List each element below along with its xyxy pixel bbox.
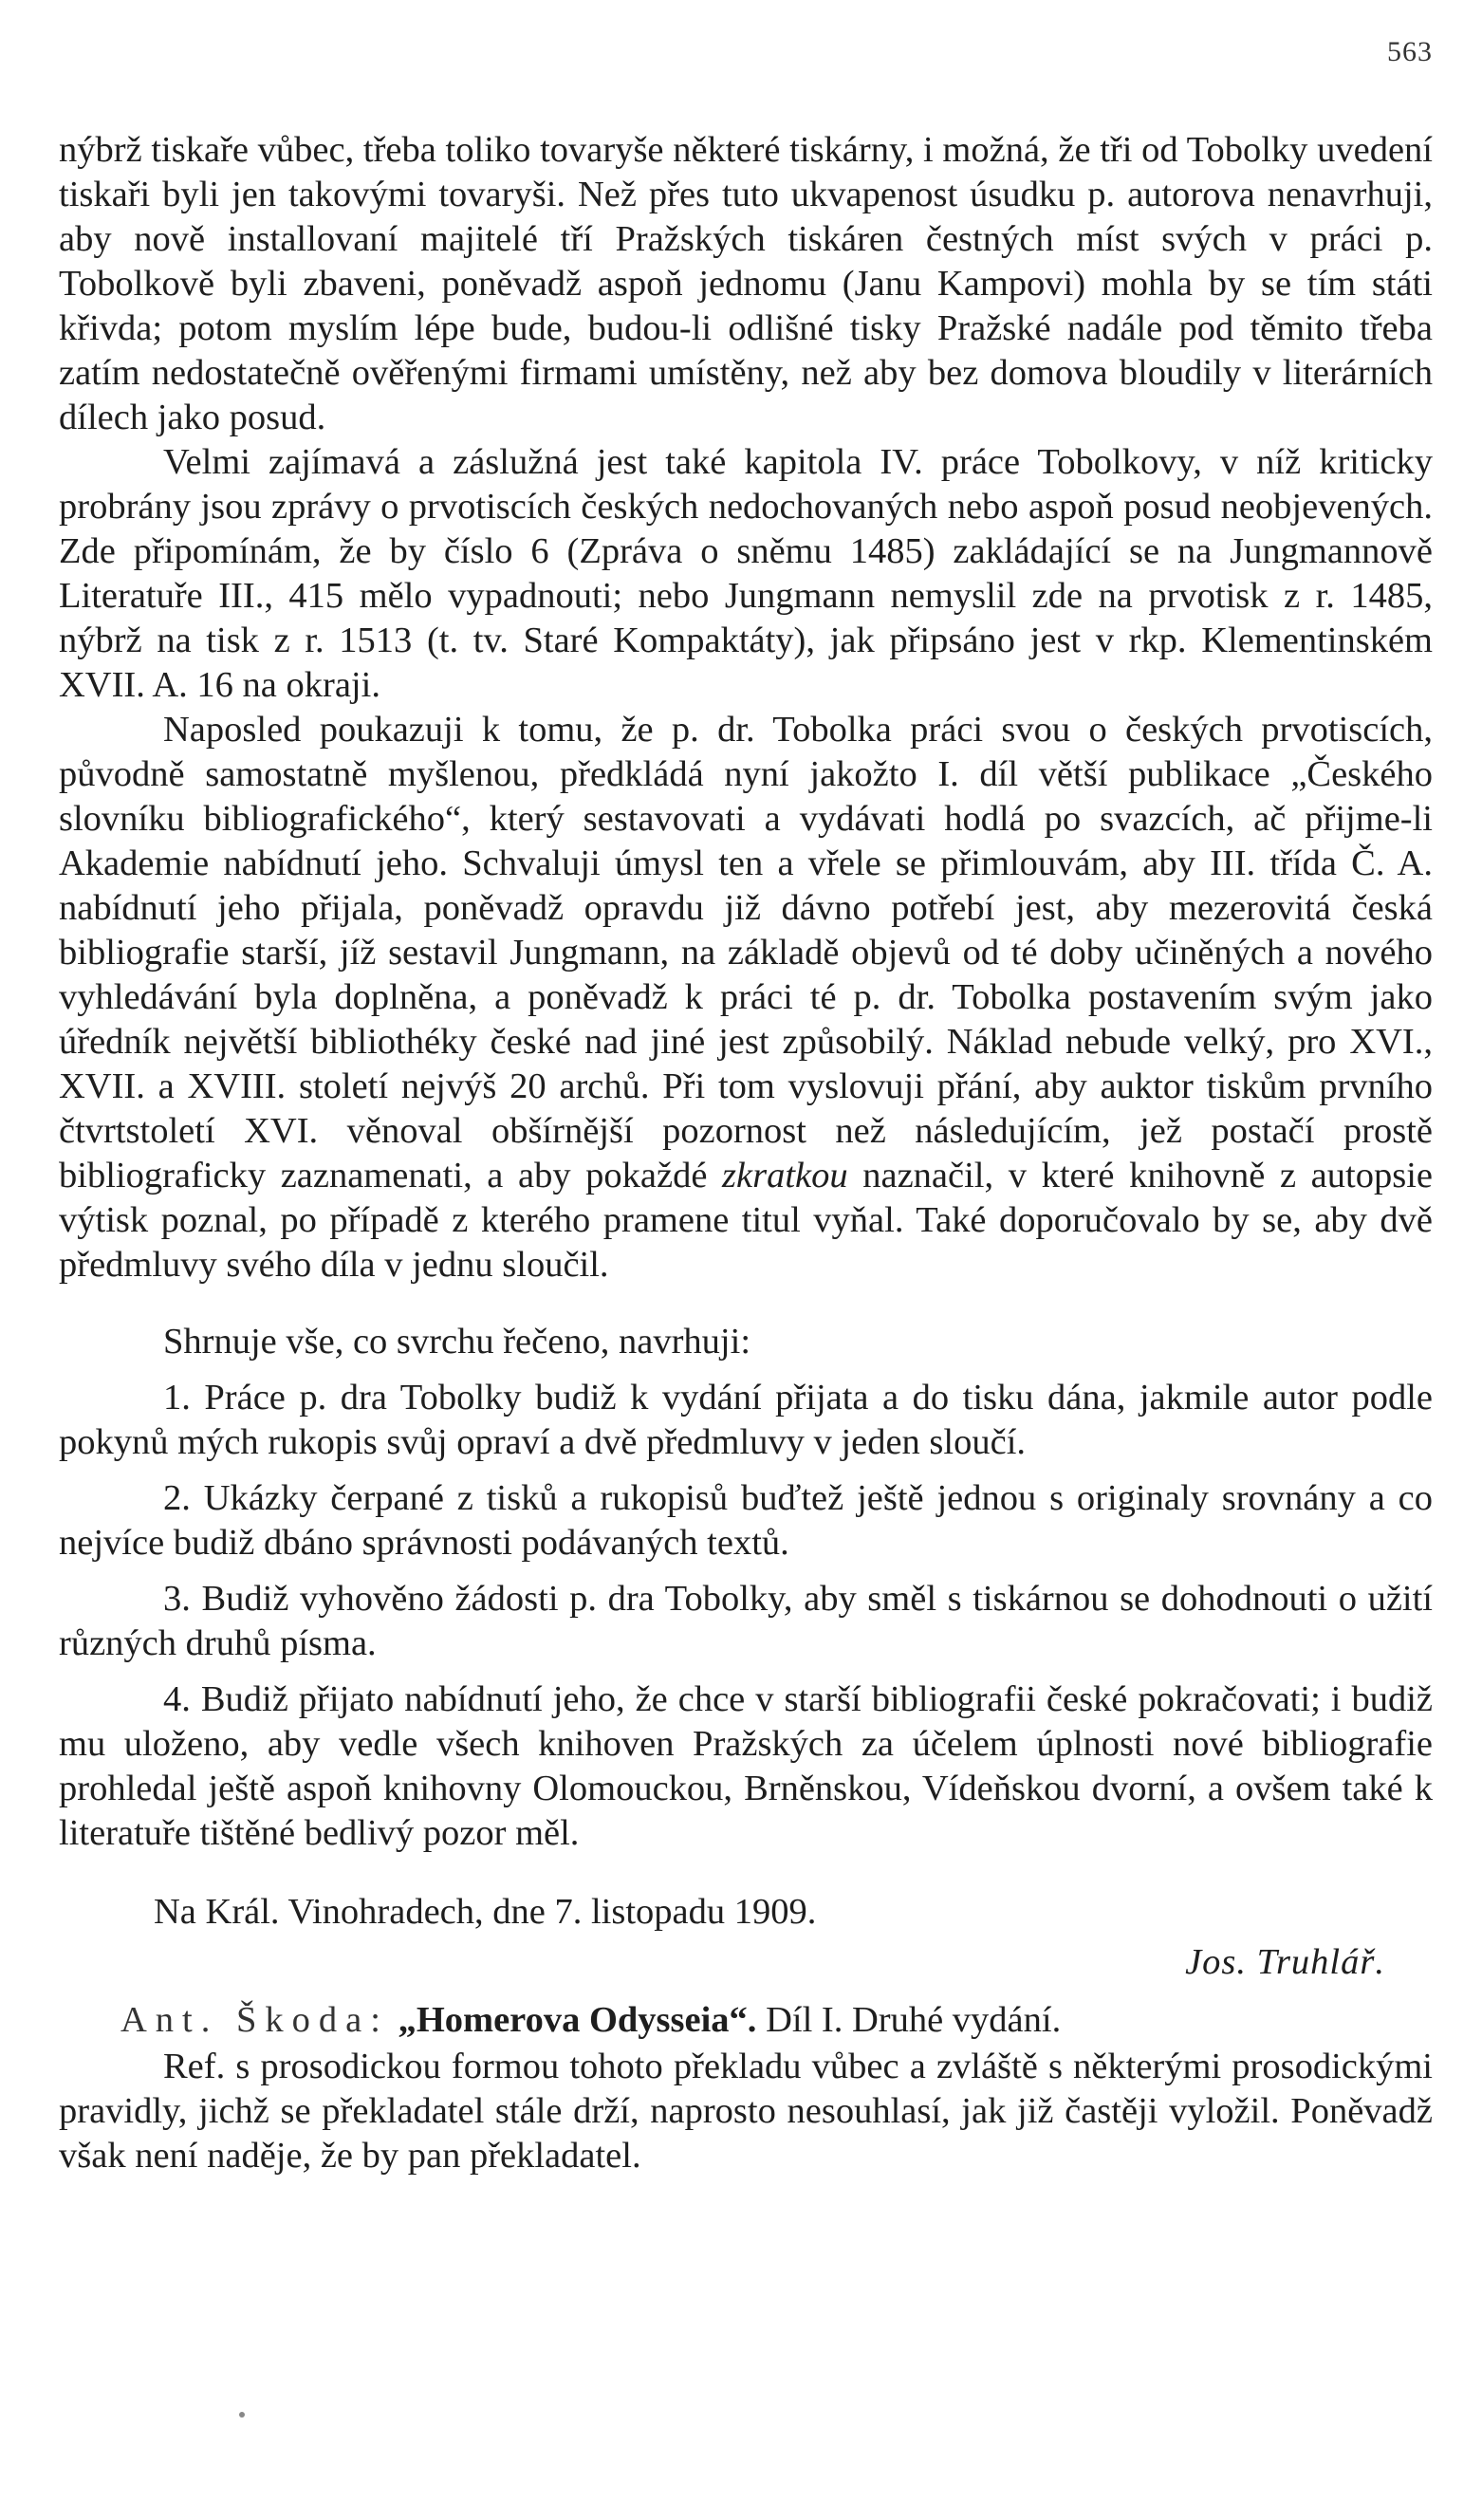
summary-intro: Shrnuje vše, co svrchu řečeno, navrhuji: <box>163 1322 751 1362</box>
review-author: Ant. Škoda: <box>120 2000 389 2040</box>
paragraph-bibliography-proposal <box>59 708 1433 1288</box>
print-speck <box>239 2412 245 2418</box>
proposal-item-3: 3. Budiž vyhověno žádosti p. dra Tobolky, aby směl s tiskárnou se dohodnouti o užití různých druhů písma. <box>59 1579 1433 1663</box>
place-and-date: Na Král. Vinohradech, dne 7. listopadu 1909. <box>154 1892 817 1932</box>
review-edition: Díl I. Druhé vydání. <box>766 2000 1062 2040</box>
paragraph-printers: nýbrž tiskaře vůbec, třeba toliko tovaryše některé tiskárny, i možná, že tři od Tobolky uvedení tiskaři byli jen takovými tovaryši. Než přes tuto ukvapenost úsudku p. autorova nenavrhuji, aby nově installovaní majitelé tří Pražských tiskáren čestných míst svých v práci p. Tobolkově byli zbaveni, poněvadž aspoň jednomu (Janu Kampovi) mohla by se tím státi křivda; potom myslím lépe bude, budou-li odlišné tisky Pražské nadále pod těmito třeba zatím nedostatečně ověřenými firmami umístěny, než aby bez domova bloudily v literárních dílech jako posud. <box>59 130 1433 437</box>
signature: Jos. Truhlář. <box>1185 1942 1385 1982</box>
paragraph-text-start: Naposled poukazuji k tomu, že p. dr. Tobolka práci svou o českých prvotiscích, původně samostatně myšlenou, předkládá nyní jakožto I. díl větší publikace „Českého slovníku bibliografického“, který sestavovati a vydávati hodlá po svazcích, ač přijme-li Akademie nabídnutí jeho. Schvaluji úmysl ten a vřele se přimlouvám, aby III. třída Č. A. nabídnutí jeho přijala, poněvadž opravdu již dávno potřebí jest, aby mezerovitá česká bibliografie starší, jíž sestavil Jungmann, na základě objevů od té doby učiněných a nového vyhledávání byla doplněna, a poněvadž k práci té p. dr. Tobolka postavením svým jako úředník největší bibliothéky české nad jiné jest způsobilý. Náklad nebude velký, pro XVI., XVII. a XVIII. století nejvýš 20 archů. Při tom vyslovuji přání, aby auktor tiskům prvního čtvrtstoletí XVI. věnoval obšírnější pozornost než následujícím, jež postačí prostě bibliograficky zaznamenati, a aby pokaždé <box>59 710 1433 1195</box>
review-heading <box>59 1998 1433 2043</box>
paragraph-chapter-four: Velmi zajímavá a záslužná jest také kapitola IV. práce Tobolkovy, v níž kriticky probrány jsou zprávy o prvotiscích českých nedochovaných nebo aspoň posud neobjevených. Zde připomínám, že by číslo 6 (Zpráva o sněmu 1485) zakládající se na Jungmannově Literatuře III., 415 mělo vypadnouti; nebo Jungmann nemyslil zde na prvotisk z r. 1485, nýbrž na tisk z r. 1513 (t. tv. Staré Kompaktáty), jak připsáno jest v rkp. Klementinském XVII. A. 16 na okraji. <box>59 442 1433 705</box>
text-column <box>59 128 1433 2178</box>
review-book-title: „Homerova Odysseia“. <box>398 2000 757 2040</box>
proposal-item-1: 1. Práce p. dra Tobolky budiž k vydání přijata a do tisku dána, jakmile autor podle pokynů mých rukopis svůj opraví a dvě předmluvy v jeden sloučí. <box>59 1378 1433 1462</box>
proposal-item-4: 4. Budiž přijato nabídnutí jeho, že chce v starší bibliografii české pokračovati; i budiž mu uloženo, aby vedle všech knihoven Pražských za účelem úplnosti nové bibliografie prohledal ještě aspoň knihovny Olomouckou, Brněnskou, Vídeňskou dvorní, a ovšem také k literatuře tištěné bedlivý pozor měl. <box>59 1679 1433 1853</box>
page-number: 563 <box>1387 36 1433 67</box>
review-body: Ref. s prosodickou formou tohoto překladu vůbec a zvláště s některými prosodickými pravidly, jichž se překladatel stále drží, naprosto nesouhlasí, jak již častěji vyložil. Poněvadž však není naděje, že by pan překladatel. <box>59 2047 1433 2176</box>
paragraph-text-end: naznačil, v které knihovně z autopsie výtisk poznal, po případě z kterého pramene titul vyňal. Také doporučovalo by se, aby dvě předmluvy svého díla v jednu sloučil. <box>59 1156 1433 1285</box>
emphasized-word: zkratkou <box>722 1156 848 1195</box>
proposal-item-2: 2. Ukázky čerpané z tisků a rukopisů buďtež ještě jednou s originaly srovnány a co nejvíce budiž dbáno správnosti podávaných textů. <box>59 1478 1433 1563</box>
